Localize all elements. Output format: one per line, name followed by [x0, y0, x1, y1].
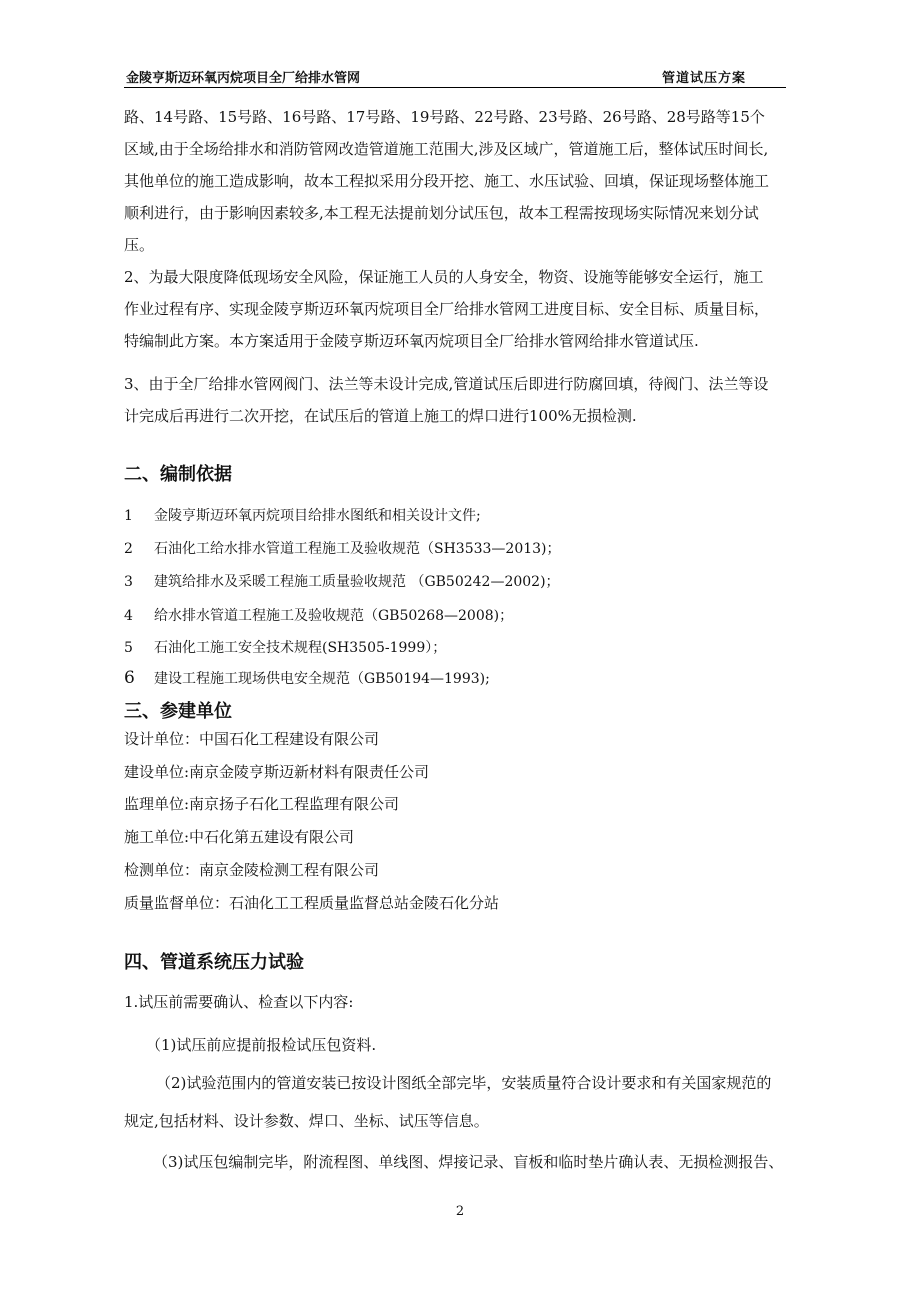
- participating-unit: 设计单位：中国石化工程建设有限公司: [124, 730, 380, 748]
- reference-text: 给水排水管道工程施工及验收规范（GB50268—2008)；: [154, 608, 514, 624]
- reference-text: 石油化工给水排水管道工程施工及验收规范（SH3533—2013)；: [154, 541, 561, 557]
- paragraph-line: 特编制此方案。本方案适用于金陵亨斯迈环氧丙烷项目全厂给排水管网给排水管道试压.: [124, 332, 699, 350]
- header-rule: [124, 87, 786, 88]
- reference-text: 金陵亨斯迈环氧丙烷项目给排水图纸和相关设计文件;: [154, 508, 481, 524]
- reference-number: 6: [124, 668, 135, 688]
- reference-item: [124, 605, 513, 627]
- reference-text: 建设工程施工现场供电安全规范（GB50194—1993);: [154, 671, 490, 687]
- header-document-title: 管道试压方案: [662, 71, 747, 86]
- participating-unit: 监理单位:南京扬子石化工程监理有限公司: [124, 795, 400, 813]
- reference-item: [124, 538, 561, 560]
- checklist-item-continuation: 规定,包括材料、设计参数、焊口、坐标、试压等信息。: [124, 1112, 489, 1130]
- participating-unit: 质量监督单位：石油化工工程质量监督总站金陵石化分站: [124, 894, 500, 912]
- paragraph-line: 其他单位的施工造成影响，故本工程拟采用分段开挖、施工、水压试验、回填，保证现场整体施工: [124, 172, 770, 190]
- paragraph-line: 路、14号路、15号路、16号路、17号路、19号路、22号路、23号路、26号路、28号路等15个: [124, 108, 765, 126]
- reference-number: 5: [124, 640, 133, 656]
- paragraph-line: 压。: [124, 236, 155, 254]
- reference-number: 4: [124, 608, 133, 624]
- reference-item: [124, 637, 446, 659]
- checklist-item: （1)试压前应提前报检试压包资料.: [146, 1036, 377, 1054]
- paragraph-line: 3、由于全厂给排水管网阀门、法兰等未设计完成,管道试压后即进行防腐回填，待阀门、法兰等设: [124, 375, 769, 393]
- running-header: [124, 64, 786, 88]
- reference-number: 1: [124, 508, 133, 524]
- paragraph-line: 区域,由于全场给排水和消防管网改造管道施工范围大,涉及区域广，管道施工后，整体试压时间长,: [124, 140, 769, 158]
- participating-unit: 检测单位：南京金陵检测工程有限公司: [124, 861, 380, 879]
- paragraph-line: 作业过程有序、实现金陵亨斯迈环氧丙烷项目全厂给排水管网工进度目标、安全目标、质量目标，: [124, 300, 770, 318]
- participating-unit: 施工单位:中石化第五建设有限公司: [124, 828, 355, 846]
- participating-unit: 建设单位:南京金陵亨斯迈新材料有限责任公司: [124, 763, 430, 781]
- page-number: 2: [455, 1204, 465, 1219]
- reference-text: 石油化工施工安全技术规程(SH3505-1999）；: [154, 640, 447, 656]
- reference-text: 建筑给排水及采暖工程施工质量验收规范 （GB50242—2002)；: [154, 574, 560, 590]
- section-heading-units: 三、参建单位: [124, 701, 232, 722]
- reference-number: 3: [124, 574, 133, 590]
- reference-number: 2: [124, 541, 133, 557]
- reference-item: [124, 571, 560, 593]
- section-heading-pressure-test: 四、管道系统压力试验: [124, 952, 304, 973]
- checklist-lead: 1.试压前需要确认、检查以下内容:: [124, 993, 354, 1011]
- paragraph-line: 2、为最大限度降低现场安全风险，保证施工人员的人身安全，物资、设施等能够安全运行，施工: [124, 268, 764, 286]
- checklist-item: （2)试验范围内的管道安装已按设计图纸全部完毕，安装质量符合设计要求和有关国家规范的: [156, 1074, 772, 1092]
- paragraph-line: 顺利进行，由于影响因素较多,本工程无法提前划分试压包，故本工程需按现场实际情况来划分试: [124, 204, 759, 222]
- checklist-item: （3)试压包编制完毕，附流程图、单线图、焊接记录、盲板和临时垫片确认表、无损检测报告、: [153, 1153, 784, 1171]
- reference-item: [124, 505, 481, 527]
- section-heading-basis: 二、编制依据: [124, 464, 232, 485]
- header-project-title: 金陵亨斯迈环氧丙烷项目全厂给排水管网: [126, 71, 361, 86]
- reference-item: [124, 668, 490, 690]
- paragraph-line: 计完成后再进行二次开挖，在试压后的管道上施工的焊口进行100%无损检测.: [124, 407, 637, 425]
